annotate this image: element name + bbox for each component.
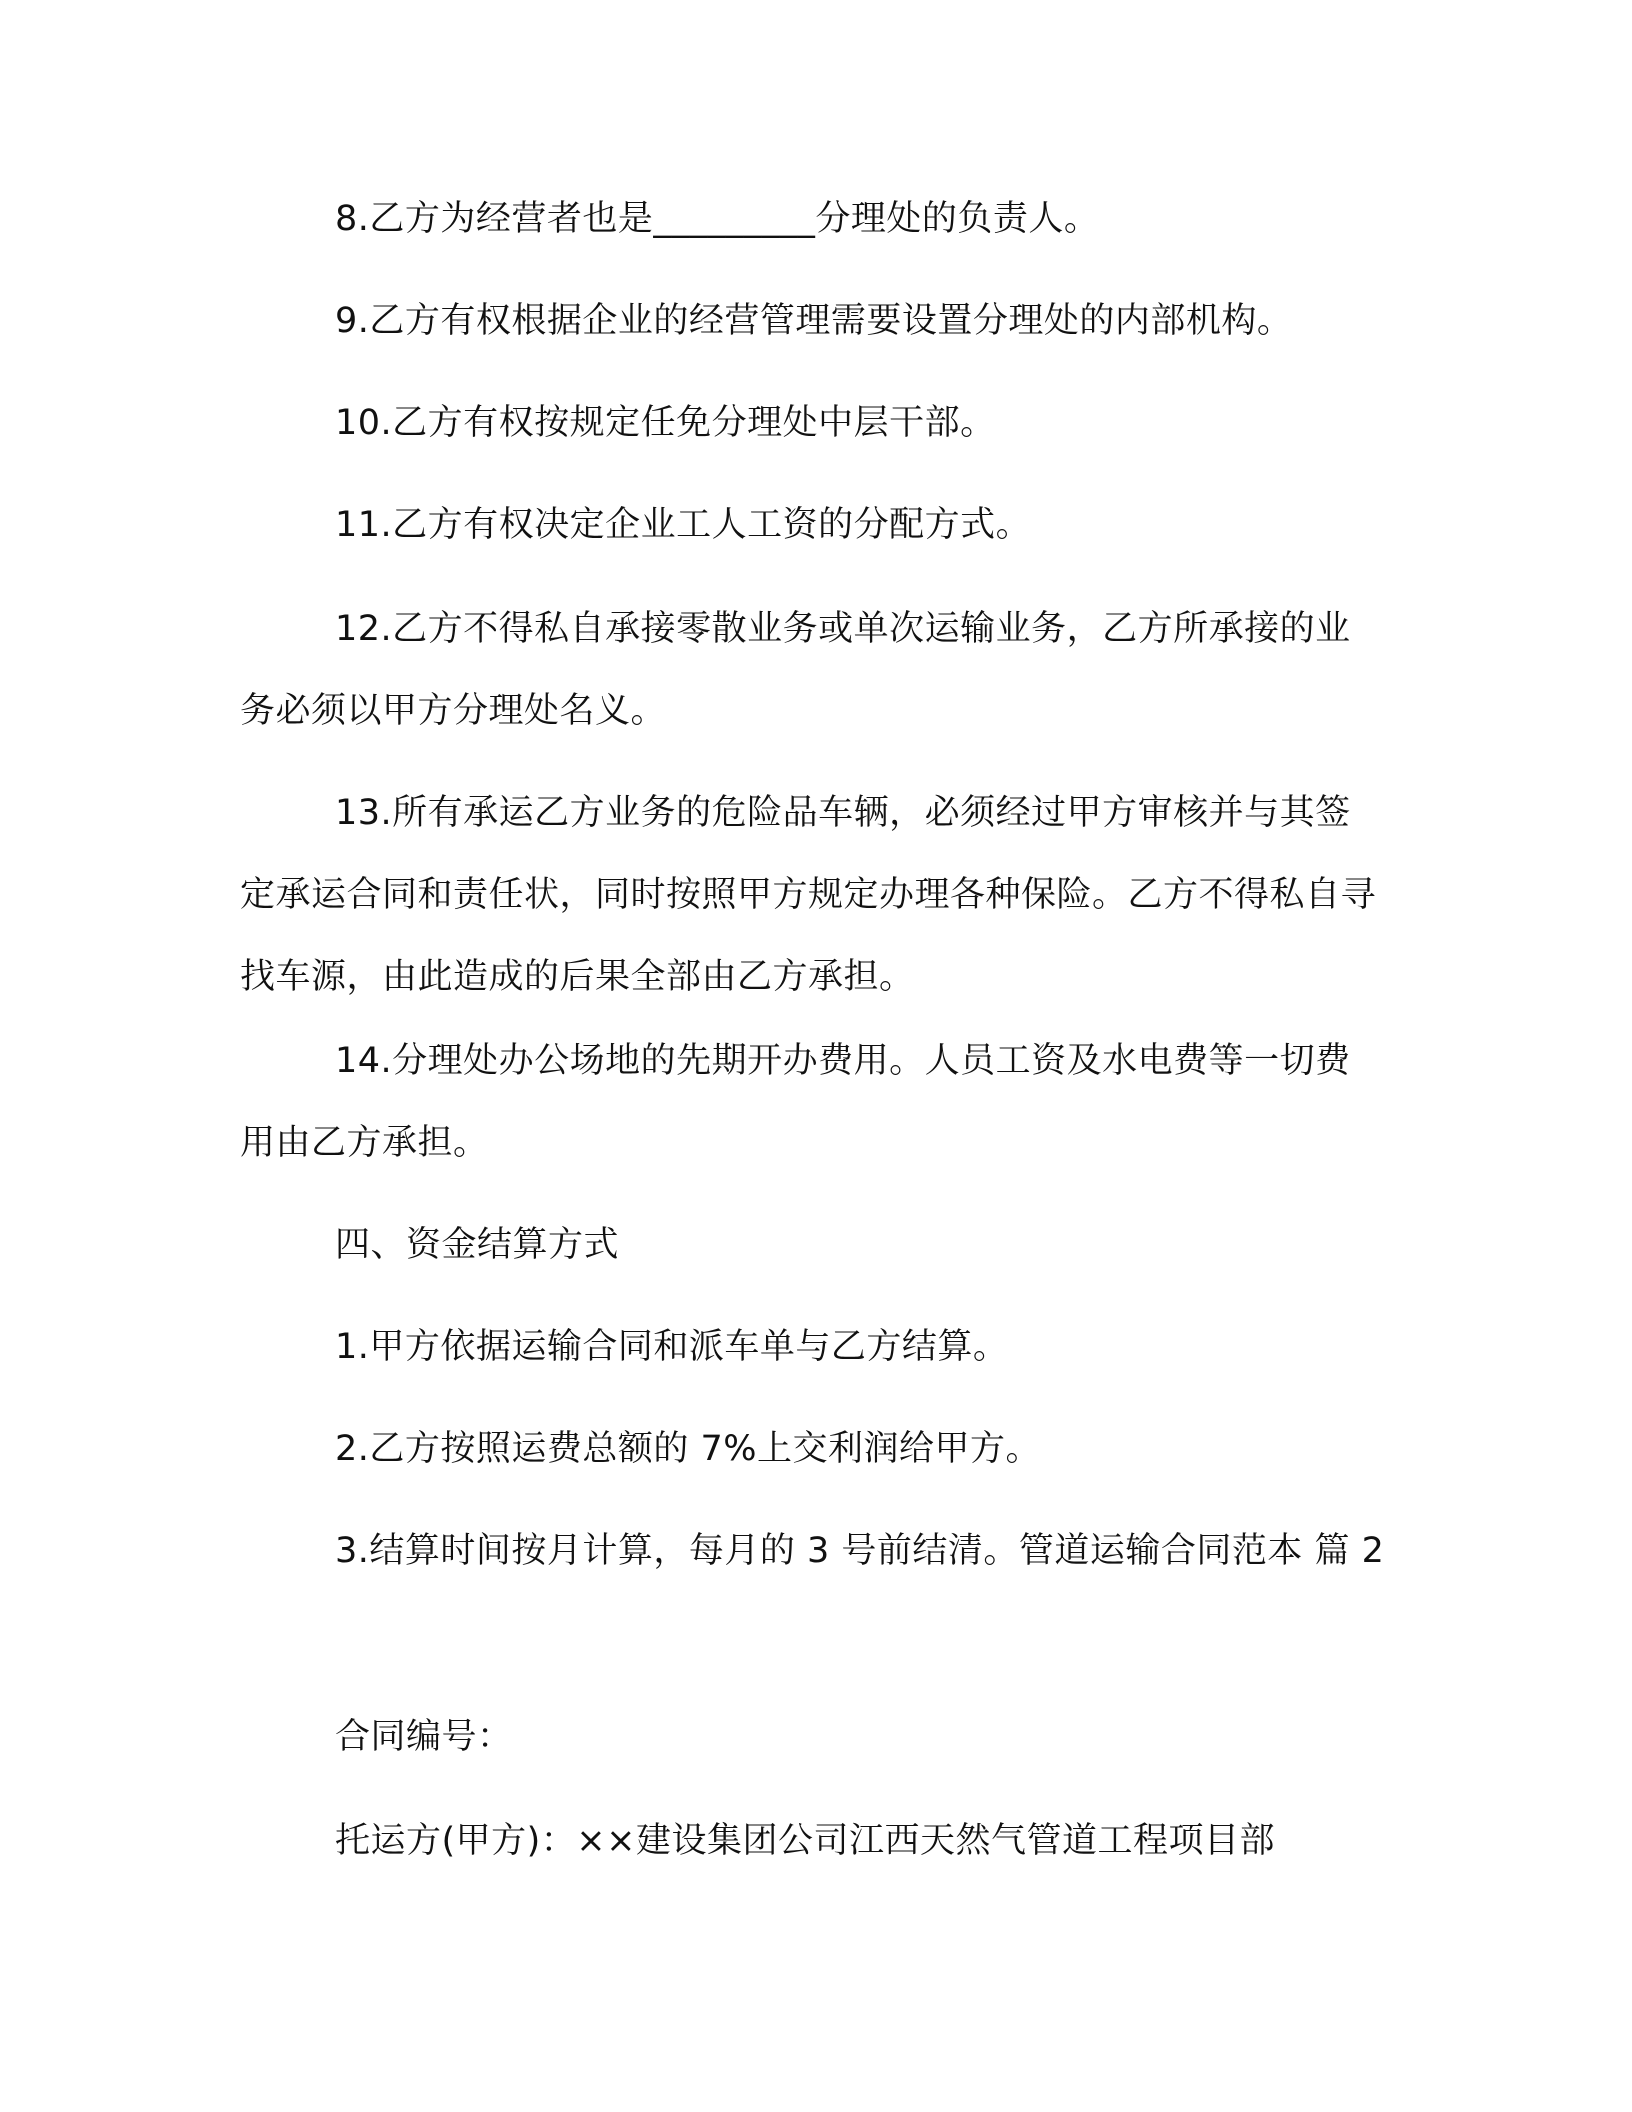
paragraph-item-10: 10.乙方有权按规定任免分理处中层干部。 (335, 403, 996, 443)
paragraph-item-14: 14.分理处办公场地的先期开办费用。人员工资及水电费等一切费用由乙方承担。 (240, 1041, 1351, 1163)
paragraph-settlement-3: 3.结算时间按月计算，每月的 3 号前结清。管道运输合同范本 篇 2 (335, 1531, 1385, 1571)
shipper-party-line: 托运方(甲方)：××建设集团公司江西天然气管道工程项目部 (335, 1821, 1275, 1861)
paragraph-item-13: 13.所有承运乙方业务的危险品车辆，必须经过甲方审核并与其签定承运合同和责任状，同时按照甲方规定办理各种保险。乙方不得私自寻找车源，由此造成的后果全部由乙方承担。 (240, 793, 1377, 997)
paragraph-item-12: 12.乙方不得私自承接零散业务或单次运输业务，乙方所承接的业务必须以甲方分理处名义。 (240, 609, 1351, 731)
contract-number-label: 合同编号： (335, 1717, 513, 1757)
paragraph-settlement-1: 1.甲方依据运输合同和派车单与乙方结算。 (335, 1327, 1009, 1367)
paragraph-item-11: 11.乙方有权决定企业工人工资的分配方式。 (335, 505, 1032, 545)
paragraph-item-8: 8.乙方为经营者也是_________分理处的负责人。 (335, 199, 1100, 239)
paragraph-settlement-2: 2.乙方按照运费总额的 7%上交利润给甲方。 (335, 1429, 1042, 1469)
paragraph-item-9: 9.乙方有权根据企业的经营管理需要设置分理处的内部机构。 (335, 301, 1293, 341)
section-heading-settlement: 四、资金结算方式 (335, 1225, 620, 1265)
